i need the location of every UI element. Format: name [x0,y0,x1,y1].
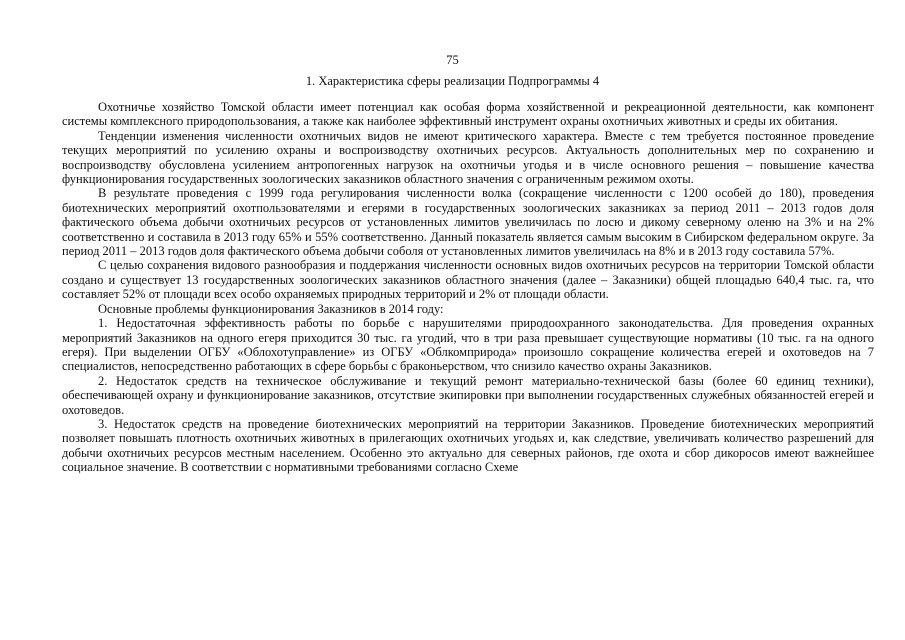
page-number: 75 [446,53,459,67]
paragraph: С целью сохранения видового разнообразия и поддержания численности основных видов охотничьих ресурсов на территории Томской области создано и существует 13 государственных зоологических заказников областного значения (далее – Заказники) общей площадью 640,4 тыс. га, что составляет 52% от площади всех особо охраняемых природных территорий и 2% от площади области. [62,258,874,302]
body-text [62,100,874,475]
paragraph: 3. Недостаток средств на проведение биотехнических мероприятий на территории Заказников. Проведение биотехнических мероприятий позволяет повышать плотность охотничьих животных в прилегающих охотничьих угодьях и, как следствие, увеличивать количество разрешений для добычи охотничьих ресурсов местным населением. Особенно это актуально для северных районов, где охота и сбор дикоросов имеют важнейшее социальное значение. В соответствии с нормативными требованиями согласно Схеме [62,416,874,475]
paragraph: В результате проведения с 1999 года регулирования численности волка (сокращение численности с 1200 особей до 180), проведения биотехнических мероприятий охотпользователями и егерями в государственных зоологических заказниках за период 2011 – 2013 годов доля фактического объема добычи охотничьих ресурсов от установленных лимитов увеличилась по лосю и дикому северному оленю на 3% и на 2% соответственно и составила в 2013 году 65% и 55% соответственно. Данный показатель является самым высоким в Сибирском федеральном округе. За период 2011 – 2013 годов доля фактического объема добычи соболя от установленных лимитов увеличилась на 8% и в 2013 году составила 57%. [62,186,874,259]
paragraph: Основные проблемы функционирования Заказников в 2014 году: [98,301,444,316]
paragraph: 2. Недостаток средств на техническое обслуживание и текущий ремонт материально-технической базы (более 60 единиц техники), обеспечивающей охрану и функционирование заказников, отсутствие экипировки при выполнении государственных служебных обязанностей егерей и охотоведов. [62,373,874,417]
paragraph: 1. Недостаточная эффективность работы по борьбе с нарушителями природоохранного законодательства. Для проведения охранных мероприятий Заказников на одного егеря приходится 30 тыс. га угодий, что в три раза превышает существующие нормативы (10 тыс. га на одного егеря). При выделении ОГБУ «Облохотуправление» из ОГБУ «Облкомприрода» произошло сокращение количества егерей и охотоведов на 7 специалистов, непосредственно работающих в сфере борьбы с браконьерством, что снизило качество охраны Заказников. [62,316,874,374]
paragraph: Тенденции изменения численности охотничьих видов не имеют критического характера. Вместе с тем требуется постоянное проведение текущих мероприятий по усилению охраны и воспроизводству охотничьих ресурсов. Актуальность дополнительных мер по сохранению и воспроизводству обусловлена усилением антропогенных нагрузок на охотничьи угодья и в числе основного решения – повышение качества функционирования государственных зоологических заказников областного значения с ограниченным режимом охоты. [62,128,874,187]
section-title: 1. Характеристика сферы реализации Подпрограммы 4 [305,74,600,88]
paragraph: Охотничье хозяйство Томской области имеет потенциал как особая форма хозяйственной и рекреационной деятельности, как компонент системы комплексного природопользования, а также как наиболее эффективный инструмент охраны охотничьих животных и среды их обитания. [62,100,874,129]
